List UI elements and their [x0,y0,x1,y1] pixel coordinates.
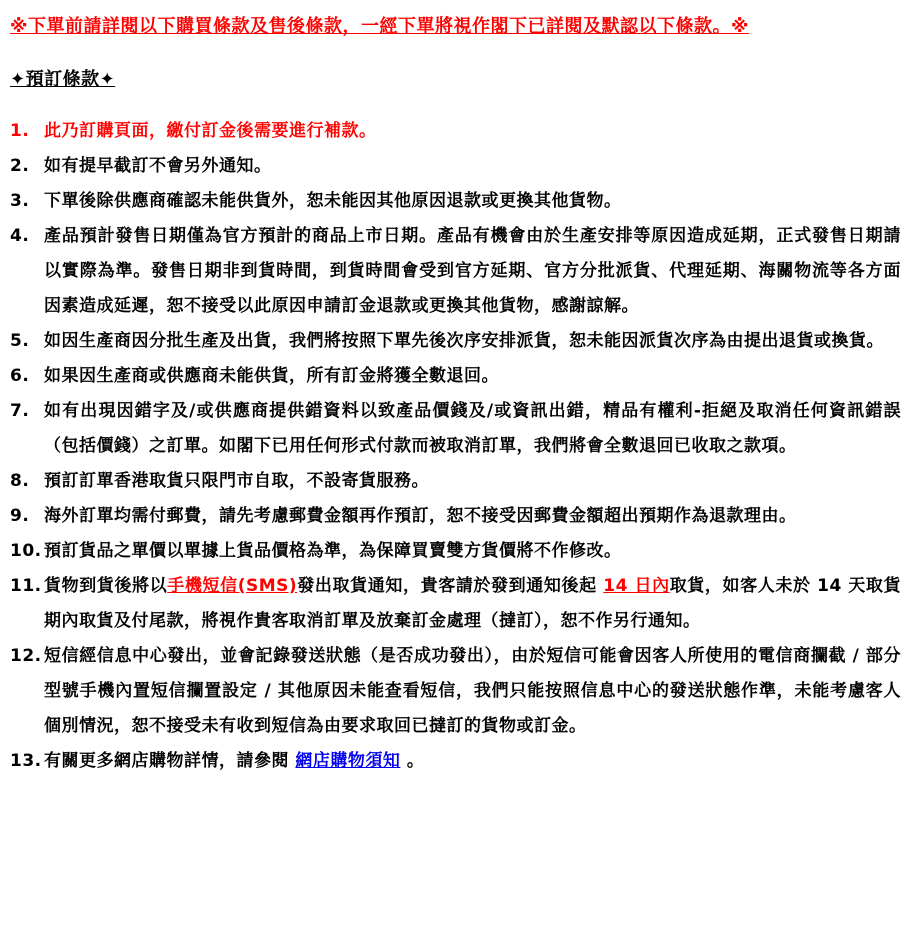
term-number: 13. [10,751,42,771]
term-text: 產品預計發售日期僅為官方預計的商品上市日期。產品有機會由於生產安排等原因造成延期，正式發售日期請以實際為準。發售日期非到貨時間，到貨時間會受到官方延期、官方分批派貨、代理延期、海關物流等各方面因素造成延遲，恕不接受以此原因申請訂金退款或更換其他貨物，感謝諒解。 [44,226,901,316]
term-text: 預訂訂單香港取貨只限門市自取，不設寄貨服務。 [44,471,429,491]
term-text: 如因生產商因分批生產及出貨，我們將按照下單先後次序安排派貨，恕未能因派貨次序為由提出退貨或換貨。 [44,331,884,351]
term-item-11 [10,569,901,639]
term-item-12 [10,639,901,744]
term-number: 9. [10,506,30,526]
terms-list [10,114,901,779]
shop-guide-link[interactable]: 網店購物須知 [295,751,401,771]
section-header-preorder-terms: ✦預訂條款✦ [10,69,116,90]
term-item-3 [10,184,901,219]
term-item-1 [10,114,901,149]
term-text: 有關更多網店購物詳情，請參閱 [44,751,296,771]
term-item-2 [10,149,901,184]
term-text: 如果因生產商或供應商未能供貨，所有訂金將獲全數退回。 [44,366,499,386]
term-text: 如有提早截訂不會另外通知。 [44,156,272,176]
term-number: 6. [10,366,30,386]
term-number: 10. [10,541,42,561]
term-item-7 [10,394,901,464]
term-number: 7. [10,401,30,421]
highlighted-term-text: 14 日內 [603,576,670,596]
term-item-4 [10,219,901,324]
term-item-8 [10,464,901,499]
term-number: 3. [10,191,30,211]
term-text: 預訂貨品之單價以單據上貨品價格為準，為保障買賣雙方貨價將不作修改。 [44,541,622,561]
term-text: 發出取貨通知，貴客請於發到通知後起 [297,576,604,596]
term-text: 短信經信息中心發出，並會記錄發送狀態（是否成功發出），由於短信可能會因客人所使用的電信商攔截 / 部分型號手機內置短信攔置設定 / 其他原因未能查看短信，我們只能按照信息中心的發送狀態作準，未能考慮客人個別情況，恕不接受未有收到短信為由要求取回已撻訂的貨物或訂金。 [44,646,901,736]
term-text: 此乃訂購頁面，繳付訂金後需要進行補款。 [44,121,377,141]
term-number: 1. [10,121,30,141]
term-item-10 [10,534,901,569]
highlighted-term-text: 手機短信(SMS) [167,576,298,596]
term-item-5 [10,324,901,359]
term-number: 8. [10,471,30,491]
term-text: 貨物到貨後將以 [44,576,168,596]
term-item-9 [10,499,901,534]
term-number: 11. [10,576,42,596]
term-number: 12. [10,646,42,666]
term-number: 5. [10,331,30,351]
page-title: ※下單前請詳閱以下購買條款及售後條款，一經下單將視作閣下已詳閱及默認以下條款。※ [10,16,749,37]
term-text: 海外訂單均需付郵費，請先考慮郵費金額再作預訂，恕不接受因郵費金額超出預期作為退款理由。 [44,506,797,526]
term-text: 取貨，如客人未於 14 天取貨期內取貨及付尾款，將視作貴客取消訂單及放棄訂金處理（撻訂），恕不作另行通知。 [44,576,902,631]
term-text: 如有出現因錯字及/或供應商提供錯資料以致產品價錢及/或資訊出錯，精品有權利-拒絕及取消任何資訊錯誤（包括價錢）之訂單。如閣下已用任何形式付款而被取消訂單，我們將會全數退回已收取之款項。 [44,401,901,456]
term-number: 4. [10,226,30,246]
term-text: 下單後除供應商確認未能供貨外，恕未能因其他原因退款或更換其他貨物。 [44,191,622,211]
term-text: 。 [400,751,425,771]
term-item-6 [10,359,901,394]
term-number: 2. [10,156,30,176]
term-item-13 [10,744,901,779]
